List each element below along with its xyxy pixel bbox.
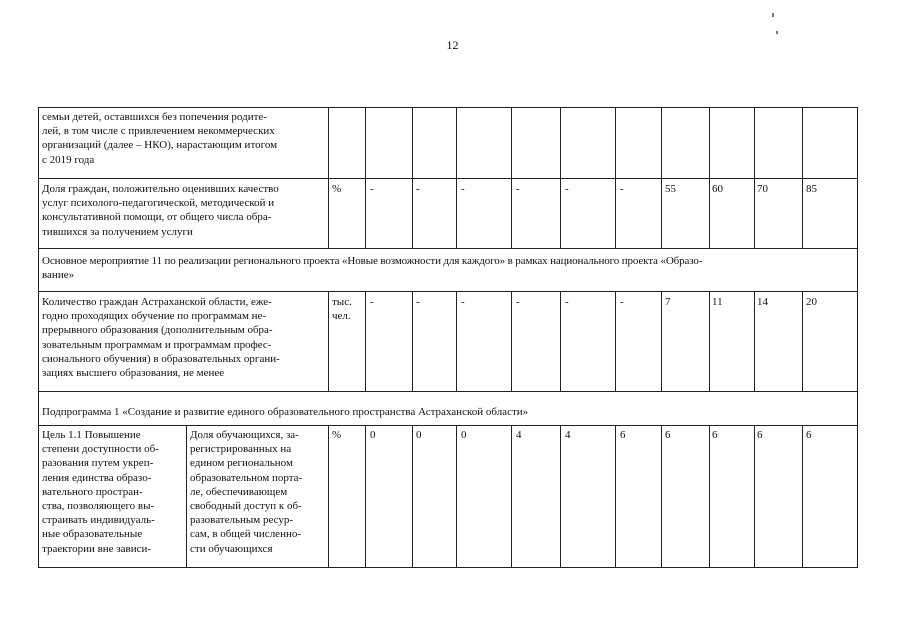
table-rule: [511, 291, 512, 391]
text-line: услуг психолого-педагогической, методической и: [42, 197, 275, 210]
unit-line: чел.: [332, 310, 351, 322]
text-line: ства, позволяющего вы-: [42, 500, 155, 513]
text-line: сионального обучения) в образовательных органи-: [42, 352, 280, 365]
value-cell: -: [416, 183, 420, 195]
table-rule: [802, 291, 803, 391]
table-rule: [456, 425, 457, 567]
goal-text: [42, 428, 184, 556]
table-rule: [754, 107, 755, 248]
table-rule: [38, 107, 858, 108]
text-line: Доля граждан, положительно оценивших качество: [42, 183, 279, 195]
table-rule: [38, 107, 39, 568]
table-rule: [661, 291, 662, 391]
event-span: [42, 254, 854, 282]
table-rule: [186, 425, 187, 567]
text-line: зовательным программам и программам профес-: [42, 338, 272, 351]
text-line: Количество граждан Астраханской области, еже-: [42, 296, 272, 308]
table-rule: [412, 107, 413, 248]
table-rule: [38, 425, 858, 426]
indicator-text: [190, 428, 326, 556]
table-rule: [365, 107, 366, 248]
value-cell: 60: [712, 183, 723, 195]
value-cell: -: [516, 296, 520, 308]
unit-cell: %: [332, 183, 342, 195]
value-cell: 0: [461, 429, 467, 441]
indicator-text: [42, 110, 325, 167]
value-cell: 6: [806, 429, 812, 441]
value-cell: 70: [757, 183, 768, 195]
value-cell: 85: [806, 183, 817, 195]
value-cell: -: [620, 296, 624, 308]
text-line: тившихся за получением услуги: [42, 225, 193, 238]
table-rule: [560, 291, 561, 391]
value-cell: -: [461, 296, 465, 308]
text-line: разовательным ресур-: [190, 514, 294, 527]
value-cell: -: [416, 296, 420, 308]
text-line: едином региональном: [190, 457, 293, 470]
table-rule: [560, 425, 561, 567]
text-line: ные образовательные: [42, 528, 143, 541]
text-line: регистрированных на: [190, 443, 292, 456]
value-cell: 6: [620, 429, 626, 441]
value-cell: -: [620, 183, 624, 195]
value-cell: -: [370, 183, 374, 195]
value-cell: -: [565, 296, 569, 308]
unit-cell: %: [332, 429, 342, 441]
table-rule: [412, 291, 413, 391]
value-cell: -: [516, 183, 520, 195]
subprogram-span: [42, 405, 854, 419]
table-rule: [857, 107, 858, 568]
table-rule: [328, 425, 329, 567]
value-cell: 4: [516, 429, 522, 441]
text-line: степени доступности об-: [42, 443, 159, 456]
text-line: организаций (далее – НКО), нарастающим итогом: [42, 139, 278, 152]
text-line: образовательном порта-: [190, 471, 303, 484]
table-rule: [615, 107, 616, 248]
table-rule: [412, 425, 413, 567]
text-line: ле, обеспечивающем: [190, 485, 288, 498]
table-rule: [456, 291, 457, 391]
value-cell: 6: [757, 429, 763, 441]
table-rule: [615, 291, 616, 391]
value-cell: 20: [806, 296, 817, 308]
text-line: Основное мероприятие 11 по реализации регионального проекта «Новые возможности для каждого» в рамках национального проекта «Образо-: [42, 255, 703, 267]
page-number: 12: [446, 38, 459, 52]
value-cell: -: [370, 296, 374, 308]
text-line: консультативной помощи, от общего числа обра-: [42, 211, 272, 224]
table-rule: [754, 291, 755, 391]
table-rule: [802, 107, 803, 248]
table-rule: [754, 425, 755, 567]
unit-cell: [332, 295, 352, 323]
text-line: разования путем укреп-: [42, 457, 154, 470]
text-line: зациях высшего образования, не менее: [42, 367, 225, 380]
table-rule: [709, 291, 710, 391]
text-line: Цель 1.1 Повышение: [42, 429, 141, 441]
table-rule: [709, 425, 710, 567]
text-line: вательного простран-: [42, 485, 143, 498]
value-cell: 14: [757, 296, 768, 308]
text-line: вание»: [42, 269, 75, 282]
text-line: семьи детей, оставшихся без попечения родите-: [42, 111, 267, 123]
table-rule: [661, 425, 662, 567]
table-rule: [615, 425, 616, 567]
value-cell: 6: [712, 429, 718, 441]
table-rule: [38, 178, 858, 179]
text-line: лей, в том числе с привлечением некоммерческих: [42, 125, 275, 138]
table-rule: [328, 107, 329, 248]
table-rule: [456, 107, 457, 248]
indicator-text: [42, 295, 325, 380]
value-cell: 55: [665, 183, 676, 195]
text-line: страивать индивидуаль-: [42, 514, 155, 527]
text-line: траектории вне зависи-: [42, 542, 152, 555]
text-line: ления единства образо-: [42, 471, 152, 484]
value-cell: 4: [565, 429, 571, 441]
value-cell: 0: [416, 429, 422, 441]
indicator-text: [42, 182, 325, 239]
value-cell: 11: [712, 296, 723, 308]
value-cell: -: [461, 183, 465, 195]
text-line: сам, в общей численно-: [190, 528, 301, 541]
table-rule: [560, 107, 561, 248]
table-rule: [38, 567, 858, 568]
text-line: годно проходящих обучение по программам не-: [42, 310, 267, 323]
table-rule: [365, 291, 366, 391]
text-line: Подпрограмма 1 «Создание и развитие единого образовательного пространства Астраханской области»: [42, 406, 529, 418]
table-rule: [511, 425, 512, 567]
text-line: прерывного образования (дополнительным обра-: [42, 324, 273, 337]
table-rule: [328, 291, 329, 391]
unit-line: тыс.: [332, 296, 352, 308]
table-rule: [38, 291, 858, 292]
value-cell: 0: [370, 429, 376, 441]
table-rule: [802, 425, 803, 567]
table-rule: [365, 425, 366, 567]
value-cell: 6: [665, 429, 671, 441]
value-cell: -: [565, 183, 569, 195]
table-rule: [511, 107, 512, 248]
table-rule: [661, 107, 662, 248]
table-rule: [38, 391, 858, 392]
table-rule: [709, 107, 710, 248]
value-cell: 7: [665, 296, 671, 308]
text-line: свободный доступ к об-: [190, 500, 302, 513]
text-line: сти обучающихся: [190, 542, 273, 555]
text-line: Доля обучающихся, за-: [190, 429, 299, 441]
table-rule: [38, 248, 858, 249]
text-line: с 2019 года: [42, 153, 95, 166]
